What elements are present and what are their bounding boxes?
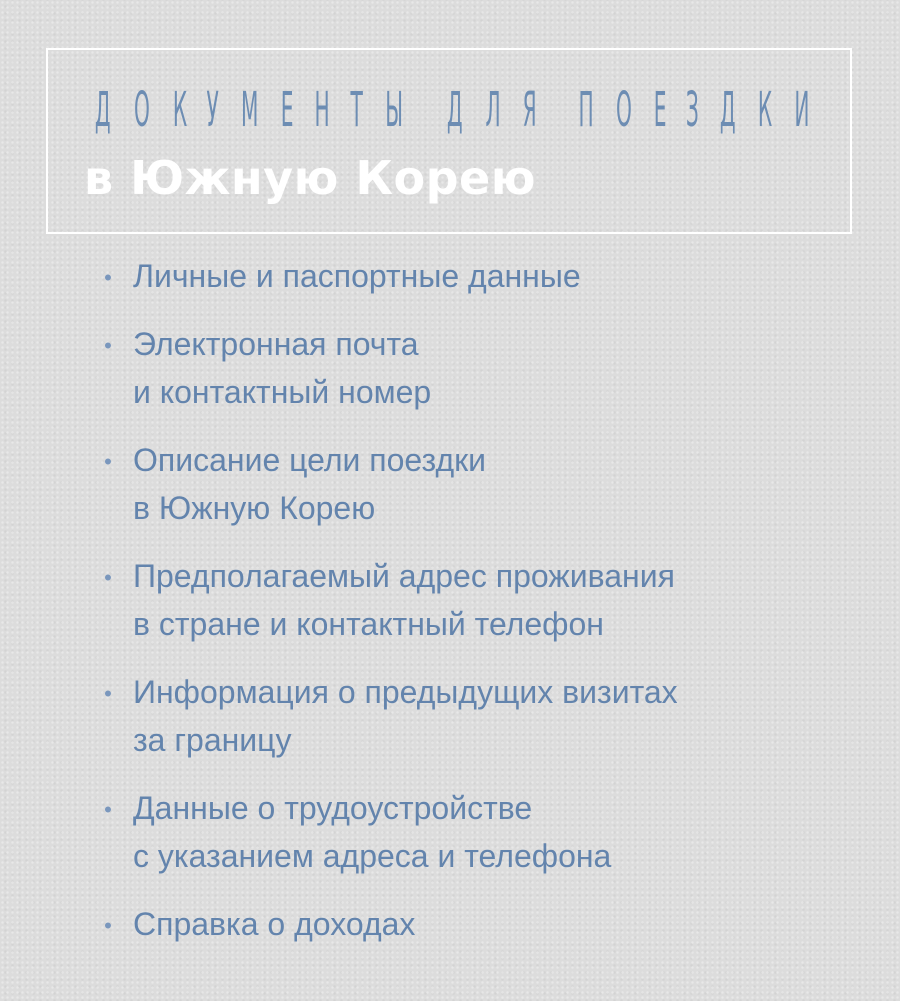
title-letter: Я bbox=[522, 82, 537, 138]
list-item-text: Информация о предыдущих визитах bbox=[133, 674, 678, 710]
list-item-text: Справка о доходах bbox=[133, 906, 416, 942]
title-box bbox=[46, 48, 852, 234]
title-letter: Д bbox=[719, 82, 736, 138]
title-letter: К bbox=[758, 82, 773, 138]
title-letter: О bbox=[616, 82, 633, 138]
list-item-text: Описание цели поездки bbox=[133, 442, 486, 478]
bullet-icon: • bbox=[104, 797, 112, 822]
list-item-text: Данные о трудоустройстве bbox=[133, 790, 533, 826]
list-item-text: и контактный номер bbox=[133, 374, 432, 410]
bullet-icon: • bbox=[104, 265, 112, 290]
list-item bbox=[0, 252, 900, 300]
title-letter: Л bbox=[485, 82, 501, 138]
list-item bbox=[0, 784, 900, 880]
title-letter: Д bbox=[94, 82, 111, 138]
bullet-icon: • bbox=[104, 565, 112, 590]
title-letter: Д bbox=[447, 82, 463, 138]
title-letter: Т bbox=[350, 82, 363, 138]
list-item-text: в Южную Корею bbox=[133, 490, 376, 526]
title-letter: Е bbox=[280, 82, 294, 138]
bullet-icon: • bbox=[104, 681, 112, 706]
list-item-text: Личные и паспортные данные bbox=[133, 258, 581, 294]
title-letter: И bbox=[794, 82, 810, 138]
title-letter: О bbox=[134, 82, 150, 138]
list-item-text: с указанием адреса и телефона bbox=[133, 838, 612, 874]
title-letter: Е bbox=[653, 82, 667, 138]
title-subheading: в Южную Корею bbox=[84, 151, 536, 205]
list-item-text: Предполагаемый адрес проживания bbox=[133, 558, 675, 594]
list-item bbox=[0, 900, 900, 948]
title-letter: Н bbox=[314, 82, 330, 138]
list-item bbox=[0, 320, 900, 416]
title-letter: З bbox=[685, 82, 699, 138]
document-list bbox=[0, 252, 900, 968]
title-letter: Ы bbox=[384, 82, 403, 138]
title-letter: К bbox=[172, 82, 187, 138]
bullet-icon: • bbox=[104, 449, 112, 474]
list-item bbox=[0, 552, 900, 648]
list-item-text: Электронная почта bbox=[133, 326, 419, 362]
title-heading bbox=[84, 80, 820, 140]
title-letter: У bbox=[206, 82, 219, 138]
title-letter: П bbox=[578, 82, 594, 138]
title-letter: М bbox=[241, 82, 259, 138]
list-item bbox=[0, 436, 900, 532]
list-item bbox=[0, 668, 900, 764]
list-item-text: в стране и контактный телефон bbox=[133, 606, 604, 642]
bullet-icon: • bbox=[104, 913, 112, 938]
list-item-text: за границу bbox=[133, 722, 292, 758]
bullet-icon: • bbox=[104, 333, 112, 358]
